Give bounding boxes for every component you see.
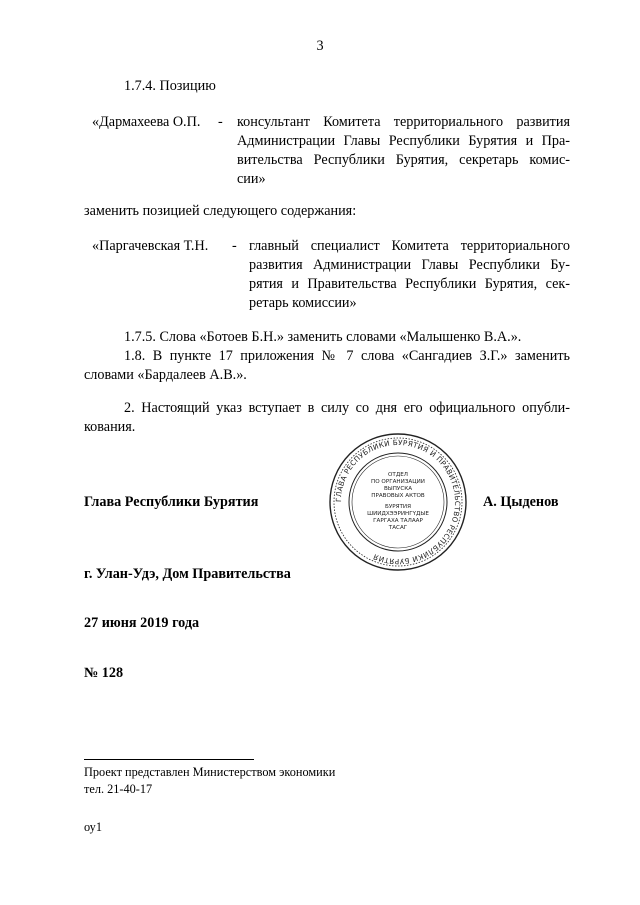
new-entry-line-2: развития Администрации Главы Республики Бу- [249,257,570,273]
replace-text: заменить позицией следующего содержания: [84,203,357,219]
footer-line-1: Проект представлен Министерством экономики [84,765,336,779]
date: 27 июня 2019 года [84,615,200,631]
new-entry-line-3: рятия и Правительства Республики Бурятия, сек- [249,276,570,292]
old-entry-line-4: сии» [237,171,266,187]
seal-line: ГАРГАХА ТАЛААР [373,518,423,524]
svg-text:ГЛАВА РЕСПУБЛИКИ БУРЯТИЯ И ПРА [334,438,462,566]
signature-position: Глава Республики Бурятия [84,494,259,510]
item-1-8-line-2: словами «Бардалеев А.В.». [84,367,247,383]
new-entry-line-4: ретарь комиссии» [249,295,357,311]
old-entry-line-1: консультант Комитета территориального развития [237,114,570,130]
old-entry-line-2: Администрации Главы Республики Бурятия и Пра- [237,133,570,149]
decree-number: № 128 [84,665,124,681]
footer-separator [84,759,254,760]
seal-line: ПО ОРГАНИЗАЦИИ [371,479,425,485]
item-1-7-4-heading: 1.7.4. Позицию [124,78,216,94]
old-entry-line-3: вительства Республики Бурятия, секретарь комис- [237,152,570,168]
seal-line: ТАСАГ [388,525,408,531]
new-entry-dash: - [232,238,237,254]
old-entry-name: «Дармахеева О.П. [92,114,201,130]
item-2-line-1: 2. Настоящий указ вступает в силу со дня его официального опубли- [124,400,570,416]
seal-line: ОТДЕЛ [388,472,408,478]
seal-line: БУРЯТИЯ [385,504,411,510]
old-entry-dash: - [218,114,223,130]
place: г. Улан-Удэ, Дом Правительства [84,566,291,582]
item-1-8-line-1: 1.8. В пункте 17 приложения № 7 слова «Сангадиев З.Г.» заменить [124,348,570,364]
seal-line: ВЫПУСКА [383,486,413,492]
footer-line-2: тел. 21-40-17 [84,782,153,796]
item-1-7-5: 1.7.5. Слова «Ботоев Б.Н.» заменить словами «Малышенко В.А.». [124,329,522,345]
seal-line: ПРАВОВЫХ АКТОВ [371,493,425,499]
new-entry-line-1: главный специалист Комитета территориального [249,238,570,254]
footer-code: оу1 [84,820,102,834]
signature-name: А. Цыденов [483,494,559,510]
item-2-line-2: кования. [84,419,136,435]
new-entry-name: «Паргачевская Т.Н. [92,238,209,254]
page-number: 3 [316,38,324,54]
official-seal [328,432,468,572]
seal-line: ШИИДХЭЭРИНГҮДЫЕ [367,511,429,517]
seal-outer-text: ГЛАВА РЕСПУБЛИКИ БУРЯТИЯ И ПРАВИТЕЛЬСТВО РЕСПУБЛИКИ БУРЯТИЯ [333,437,463,567]
